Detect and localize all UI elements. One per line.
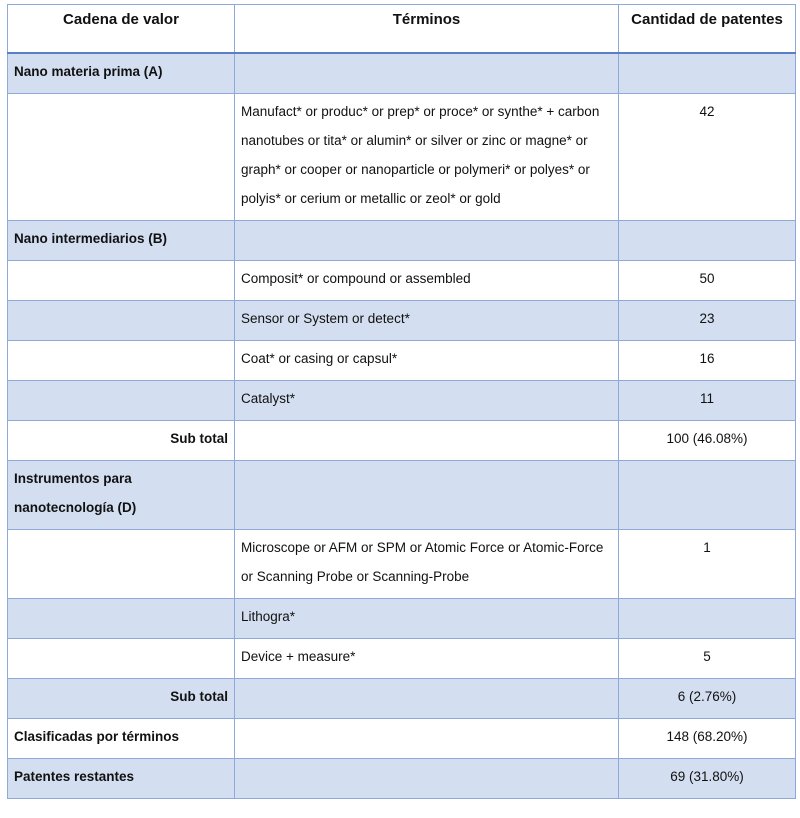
count-cell: 1 xyxy=(619,530,796,599)
terms-cell: Sensor or System or detect* xyxy=(235,301,619,341)
category-cell xyxy=(8,261,235,301)
patents-table xyxy=(7,4,796,799)
count-cell: 6 (2.76%) xyxy=(619,679,796,719)
category-cell: Patentes restantes xyxy=(8,759,235,799)
table-row xyxy=(8,421,796,461)
count-cell: 11 xyxy=(619,381,796,421)
category-cell xyxy=(8,639,235,679)
category-cell xyxy=(8,341,235,381)
count-cell: 148 (68.20%) xyxy=(619,719,796,759)
category-cell: Clasificadas por términos xyxy=(8,719,235,759)
header-cadena: Cadena de valor xyxy=(8,5,235,54)
category-cell: Nano materia prima (A) xyxy=(8,53,235,94)
terms-cell: Microscope or AFM or SPM or Atomic Force or Atomic-Force or Scanning Probe or Scanning-Probe xyxy=(235,530,619,599)
count-cell: 5 xyxy=(619,639,796,679)
category-cell xyxy=(8,381,235,421)
category-cell: Instrumentos para nanotecnología (D) xyxy=(8,461,235,530)
count-cell: 42 xyxy=(619,94,796,221)
count-cell: 23 xyxy=(619,301,796,341)
count-cell xyxy=(619,461,796,530)
count-cell: 69 (31.80%) xyxy=(619,759,796,799)
category-cell xyxy=(8,94,235,221)
terms-cell: Lithogra* xyxy=(235,599,619,639)
table-row xyxy=(8,719,796,759)
terms-cell: Manufact* or produc* or prep* or proce* or synthe* + carbon nanotubes or tita* or alumin* or silver or zinc or magne* or graph* or cooper or nanoparticle or polymeri* or polyes* or polyis* or cerium or metallic or zeol* or gold xyxy=(235,94,619,221)
count-cell: 50 xyxy=(619,261,796,301)
terms-cell xyxy=(235,53,619,94)
count-cell xyxy=(619,599,796,639)
count-cell: 16 xyxy=(619,341,796,381)
table-row xyxy=(8,461,796,530)
table-row xyxy=(8,53,796,94)
terms-cell xyxy=(235,759,619,799)
table-row xyxy=(8,759,796,799)
terms-cell xyxy=(235,461,619,530)
count-cell: 100 (46.08%) xyxy=(619,421,796,461)
terms-cell xyxy=(235,421,619,461)
terms-cell: Coat* or casing or capsul* xyxy=(235,341,619,381)
count-cell xyxy=(619,221,796,261)
category-cell xyxy=(8,530,235,599)
header-row xyxy=(8,5,796,54)
header-terminos: Términos xyxy=(235,5,619,54)
table-row xyxy=(8,639,796,679)
subtotal-label: Sub total xyxy=(8,679,235,719)
terms-cell: Device + measure* xyxy=(235,639,619,679)
terms-cell xyxy=(235,679,619,719)
category-cell: Nano intermediarios (B) xyxy=(8,221,235,261)
table-row xyxy=(8,381,796,421)
table-row xyxy=(8,221,796,261)
table-row xyxy=(8,530,796,599)
terms-cell: Catalyst* xyxy=(235,381,619,421)
category-cell xyxy=(8,599,235,639)
table-row xyxy=(8,261,796,301)
table-row xyxy=(8,679,796,719)
terms-cell xyxy=(235,719,619,759)
table-row xyxy=(8,599,796,639)
header-cantidad: Cantidad de patentes xyxy=(619,5,796,54)
subtotal-label: Sub total xyxy=(8,421,235,461)
count-cell xyxy=(619,53,796,94)
category-cell xyxy=(8,301,235,341)
table-row xyxy=(8,94,796,221)
table-row xyxy=(8,341,796,381)
table-row xyxy=(8,301,796,341)
terms-cell xyxy=(235,221,619,261)
terms-cell: Composit* or compound or assembled xyxy=(235,261,619,301)
